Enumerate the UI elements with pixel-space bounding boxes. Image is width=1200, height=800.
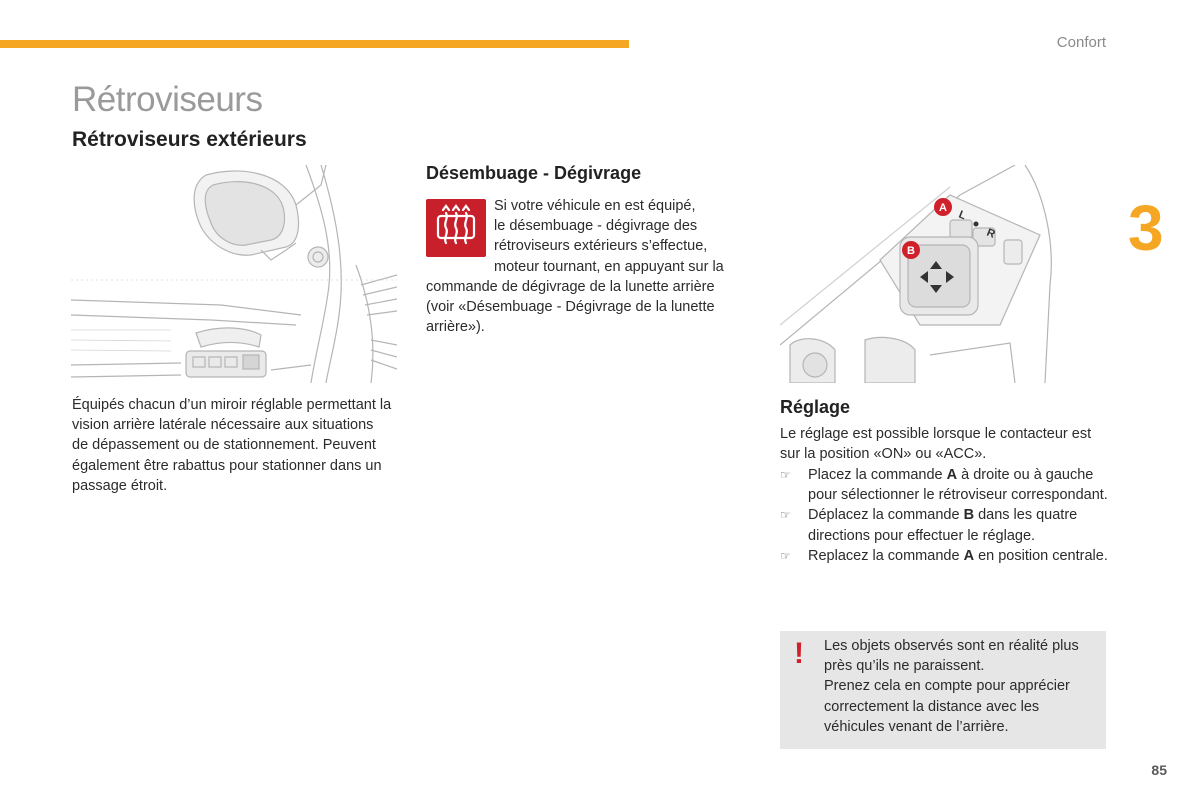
defrost-line: Si votre véhicule en est équipé,: [494, 198, 696, 214]
figure-label-r: R: [984, 226, 997, 241]
warning-icon: !: [794, 637, 804, 670]
section-subtitle: Rétroviseurs extérieurs: [72, 128, 307, 151]
reglage-heading: Réglage: [780, 397, 851, 417]
defrost-text: [426, 196, 744, 337]
side-mirror-illustration: [71, 165, 397, 383]
page-title: Rétroviseurs: [72, 80, 263, 119]
warning-text: Les objets observés sont en réalité plus près qu’ils ne paraissent. Prenez cela en compte pour apprécier correctement la distance avec les véhicules venant de l’arrière.: [824, 638, 1079, 735]
pointing-hand-icon: ☞: [780, 468, 791, 482]
figure-label-b: B: [907, 245, 915, 257]
defrost-line: rétroviseurs extérieurs s’effectue,: [494, 238, 708, 255]
accent-bar: [0, 40, 629, 48]
mirror-control-illustration: [780, 165, 1106, 383]
list-item: ☞ Replacez la commande A en position centrale.: [780, 546, 1110, 566]
defrost-heading: Désembuage - Dégivrage: [426, 163, 642, 183]
defrost-line: le désembuage - dégivrage des: [494, 218, 698, 235]
chapter-number: 3: [1128, 192, 1164, 264]
defrost-rest: commande de dégivrage de la lunette arrière (voir «Désembuage - Dégivrage de la lunette arrière»).: [426, 278, 715, 336]
reglage-intro: Le réglage est possible lorsque le contacteur est sur la position «ON» ou «ACC».: [780, 426, 1092, 463]
pointing-hand-icon: ☞: [780, 508, 791, 523]
list-item: ☞ Déplacez la commande B dans les quatre directions pour effectuer le réglage.: [780, 507, 1078, 544]
warning-box: [780, 631, 1106, 749]
list-item: ☞ Placez la commande A à droite ou à gauche pour sélectionner le rétroviseur correspondant.: [780, 467, 1108, 504]
reglage-steps: [780, 465, 1110, 566]
section-label: Confort: [1056, 34, 1106, 51]
pointing-hand-icon: ☞: [780, 548, 791, 563]
defrost-line: moteur tournant, en appuyant sur la: [494, 258, 724, 275]
figure-label-l: L: [956, 208, 968, 223]
figure-label-a: A: [939, 202, 947, 214]
mirror-description: Équipés chacun d’un miroir réglable permettant la vision arrière latérale nécessaire aux situations de dépassement ou de stationnement. Peuvent également être rabattus pour stationner dans un passage étroit.: [72, 397, 392, 494]
page-number: 85: [1151, 762, 1167, 778]
